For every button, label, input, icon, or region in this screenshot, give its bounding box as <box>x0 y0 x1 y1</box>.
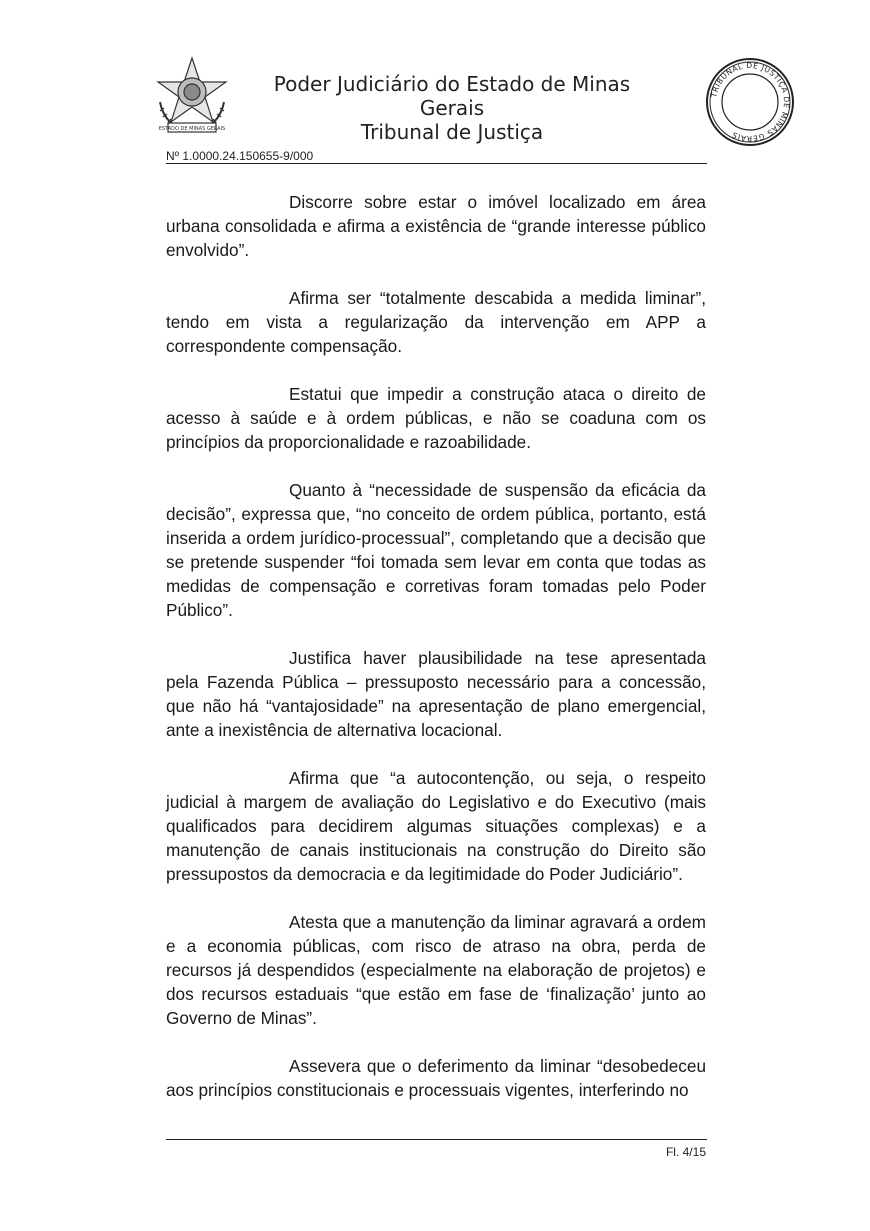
court-title <box>242 72 662 144</box>
svg-text:TRIBUNAL DE JUSTIÇA DE MINAS G: TRIBUNAL DE JUSTIÇA DE MINAS GERAIS <box>709 60 792 144</box>
paragraph: Justifica haver plausibilidade na tese apresentada pela Fazenda Pública – pressuposto necessário para a concessão, que não há “vantajosidade” na apresentação de plano emergencial, ante a inexistência de alternativa locacional. <box>166 648 706 740</box>
court-title-line1: Poder Judiciário do Estado de Minas Gerais <box>273 72 631 120</box>
document-body <box>166 190 706 1126</box>
paragraph: Quanto à “necessidade de suspensão da eficácia da decisão”, expressa que, “no conceito de ordem pública, portanto, está inserida a ordem jurídico-processual”, completando que a decisão que se pretende suspender “foi tomada sem levar em conta que todas as medidas de compensação e corretivas foram tomadas pelo Poder Público”. <box>166 480 706 620</box>
paragraph: Atesta que a manutenção da liminar agravará a ordem e a economia públicas, com risco de atraso na obra, perda de recursos já despendidos (especialmente na elaboração de projetos) e dos recursos estaduais “que estão em fase de ‘finalização’ junto ao Governo de Minas”. <box>166 912 706 1028</box>
court-title-line2: Tribunal de Justiça <box>360 120 544 144</box>
page-number: Fl. 4/15 <box>665 1145 706 1159</box>
process-number: Nº 1.0000.24.150655-9/000 <box>166 149 314 163</box>
page-header <box>150 52 870 152</box>
paragraph: Afirma que “a autocontenção, ou seja, o respeito judicial à margem de avaliação do Legislativo e do Executivo (mais qualificados para decidirem algumas situações complexas) e a manutenção de canais institucionais na construção do Direito são pressupostos da democracia e da legitimidade do Poder Judiciário”. <box>166 768 706 884</box>
paragraph: Assevera que o deferimento da liminar “desobedeceu aos princípios constitucionais e processuais vigentes, interferindo no <box>166 1056 706 1100</box>
svg-text:ESTADO DE MINAS GERAIS: ESTADO DE MINAS GERAIS <box>158 126 226 132</box>
court-seal-icon <box>705 57 795 147</box>
coat-of-arms-icon <box>150 52 234 136</box>
paragraph: Afirma ser “totalmente descabida a medida liminar”, tendo em vista a regularização da intervenção em APP a correspondente compensação. <box>166 288 706 356</box>
footer-divider <box>166 1139 707 1140</box>
header-divider <box>166 163 707 164</box>
paragraph: Estatui que impedir a construção ataca o direito de acesso à saúde e à ordem públicas, e não se coaduna com os princípios da proporcionalidade e razoabilidade. <box>166 384 706 452</box>
paragraph: Discorre sobre estar o imóvel localizado em área urbana consolidada e afirma a existência de “grande interesse público envolvido”. <box>166 192 706 260</box>
